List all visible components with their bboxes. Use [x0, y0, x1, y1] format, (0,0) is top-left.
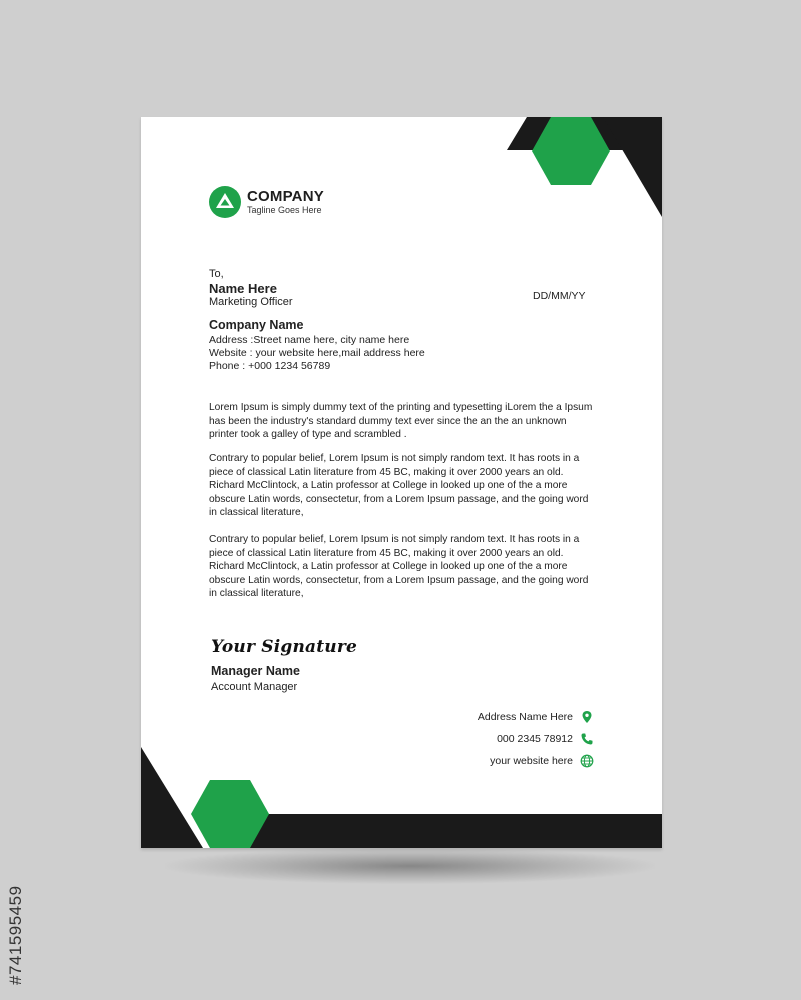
- page-shadow: [165, 848, 655, 884]
- recipient-phone: Phone : +000 1234 56789: [209, 360, 331, 372]
- triangle-in-circle-logo-icon: [209, 186, 241, 218]
- contact-phone-row: [497, 731, 594, 747]
- contact-address: Address Name Here: [477, 711, 573, 723]
- location-pin-icon: [580, 710, 594, 724]
- signature: Your Signature: [211, 637, 358, 657]
- manager-title: Account Manager: [211, 681, 298, 693]
- globe-icon: [580, 754, 594, 768]
- recipient-address: Address :Street name here, city name here: [209, 334, 410, 346]
- contact-phone: 000 2345 78912: [497, 733, 573, 745]
- contact-website: your website here: [490, 755, 573, 767]
- body-paragraph-2: Contrary to popular belief, Lorem Ipsum is not simply random text. It has roots in a piece of classical Latin literature from 45 BC, making it over 2000 years an old. Richard McClintock, a Latin professor at College in looked up one of the a more obscure Latin words, consectetur, from a Lorem Ipsum passage, and the going word in classical literature,: [209, 453, 589, 518]
- bottom-left-dark-strip: [141, 747, 203, 848]
- contact-website-row: [490, 753, 594, 769]
- recipient-title: Marketing Officer: [209, 296, 293, 308]
- manager-name: Manager Name: [211, 664, 300, 678]
- company-name: COMPANY: [247, 188, 324, 205]
- date: DD/MM/YY: [533, 290, 586, 302]
- tagline: Tagline Goes Here: [247, 205, 322, 215]
- letterhead-page: [141, 117, 662, 848]
- recipient-name: Name Here: [209, 281, 277, 296]
- phone-icon: [580, 732, 594, 746]
- contact-address-row: [478, 709, 594, 725]
- body-paragraph-1: Lorem Ipsum is simply dummy text of the printing and typesetting iLorem the a Ipsum has been the industry's standard dummy text ever since the an the an unknown printer took a galley of type and scrambled .: [209, 402, 593, 440]
- recipient-website: Website : your website here,mail address here: [209, 347, 425, 359]
- body-paragraph-3: Contrary to popular belief, Lorem Ipsum is not simply random text. It has roots in a piece of classical Latin literature from 45 BC, making it over 2000 years an old. Richard McClintock, a Latin professor at College in looked up one of the a more obscure Latin words, consectetur, from a Lorem Ipsum passage, and the going word in classical literature,: [209, 534, 589, 599]
- salutation-to: To,: [209, 268, 224, 280]
- stock-id: #741595459: [6, 885, 25, 985]
- recipient-company-name: Company Name: [209, 318, 304, 332]
